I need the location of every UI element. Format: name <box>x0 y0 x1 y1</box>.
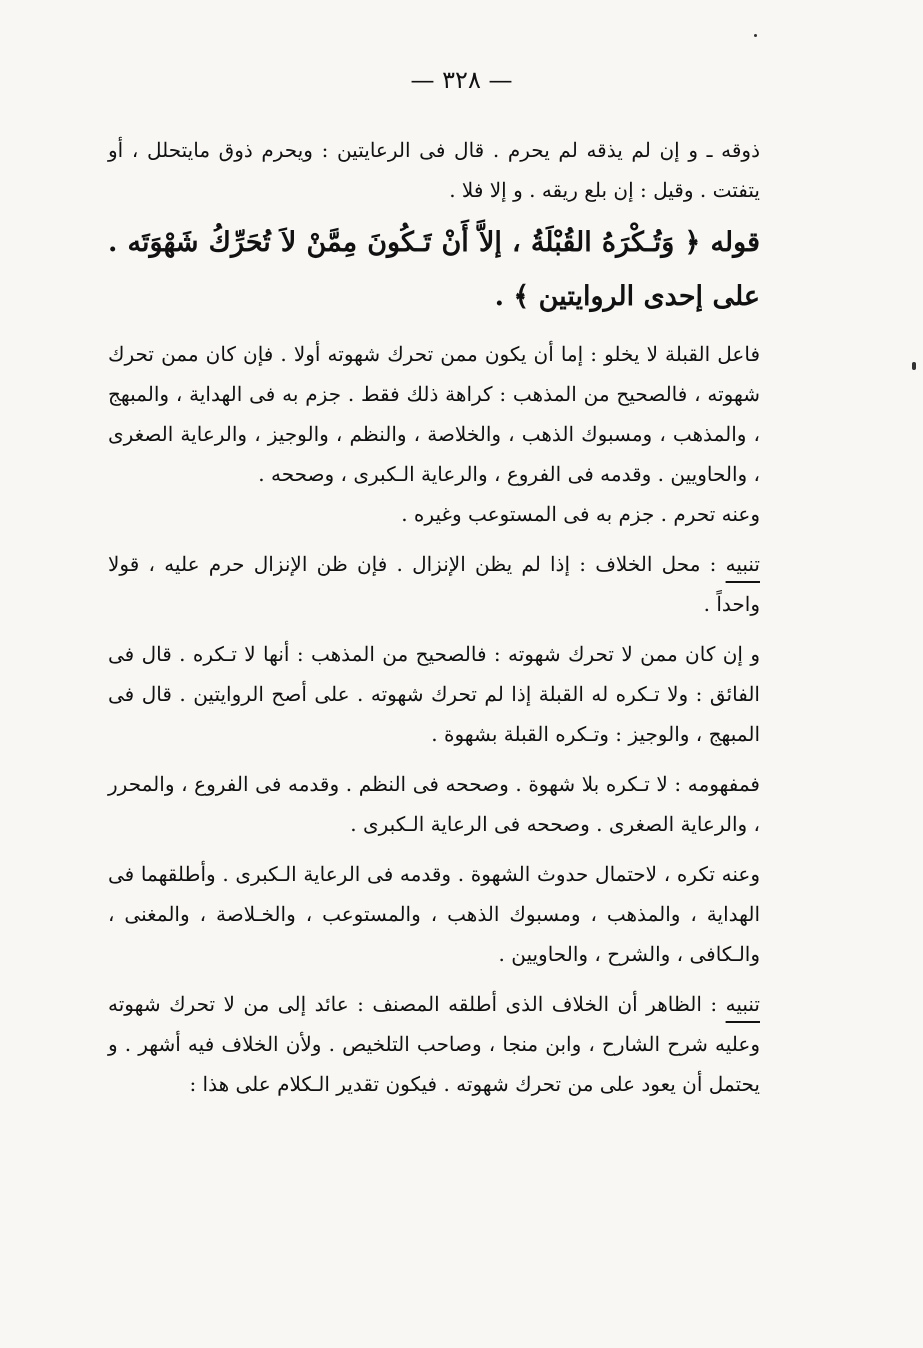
page-number: — ٣٢٨ — <box>410 66 513 94</box>
paragraph-3: و إن كان ممن لا تحرك شهوته : فالصحيح من المذهب : أنها لا تـكره . قال فى الفائق : ولا تـكره له القبلة إذا لم تحرك شهوته . على أصح الروايتين . قال فى المبهج ، والوجيز : وتـكره القبلة بشهوة . <box>108 642 760 746</box>
intro-paragraph: ذوقه ـ و إن لم يذقه لم يحرم . قال فى الرعايتين : ويحرم ذوق مايتحلل ، أو يتفتت . وقيل : إن بلع ريقه . و إلا فلا . <box>108 138 760 202</box>
paragraph-1: فاعل القبلة لا يخلو : إما أن يكون ممن تحرك شهوته أولا . فإن كان ممن تحرك شهوته ، فالصحيح من المذهب : كراهة ذلك فقط . جزم به فى الهداية ، والمبهج ، والمذهب ، ومسبوك الذهب ، والخلاصة ، والنظم ، والوجيز ، والرعاية الصغرى ، والحاويين . وقدمه فى الفروع ، والرعاية الـكبرى ، وصححه . <box>108 342 760 486</box>
note-label: تنبيه <box>725 552 760 576</box>
note-2 <box>108 984 760 1104</box>
note-1 <box>108 544 760 624</box>
paragraph-4: فمفهومه : لا تـكره بلا شهوة . وصححه فى النظم . وقدمه فى الفروع ، والمحرر ، والرعاية الصغرى . وصححه فى الرعاية الـكبرى . <box>108 772 760 836</box>
quoted-heading: قوله ﴿ وَتُـكْرَهُ القُبْلَةُ ، إلاَّ أَنْ تَـكُونَ مِمَّنْ لاَ تُحَرِّكُ شَهْوَتَه . على إحدى الروايتين ﴾ . <box>108 227 760 312</box>
paragraph-2: وعنه تحرم . جزم به فى المستوعب وغيره . <box>401 502 760 526</box>
note-label: تنبيه <box>725 992 760 1016</box>
note-text: : محل الخلاف : إذا لم يظن الإنزال . فإن ظن الإنزال حرم عليه ، قولا واحداً . <box>108 552 760 616</box>
body-text <box>108 130 760 1104</box>
paragraph-5: وعنه تكره ، لاحتمال حدوث الشهوة . وقدمه فى الرعاية الـكبرى . وأطلقهما فى الهداية ، والمذهب ، ومسبوك الذهب ، والمستوعب ، والخـلاصة ، والمغنى ، والـكافى ، والشرح ، والحاويين . <box>108 862 760 966</box>
page-speck <box>754 34 757 37</box>
page-speck <box>912 362 916 370</box>
note-text: : الظاهر أن الخلاف الذى أطلقه المصنف : عائد إلى من لا تحرك شهوته وعليه شرح الشارح ، وابن منجا ، وصاحب التلخيص . ولأن الخلاف فيه أشهر . و يحتمل أن يعود على من تحرك شهوته . فيكون تقدير الـكلام على هذا : <box>108 992 760 1096</box>
